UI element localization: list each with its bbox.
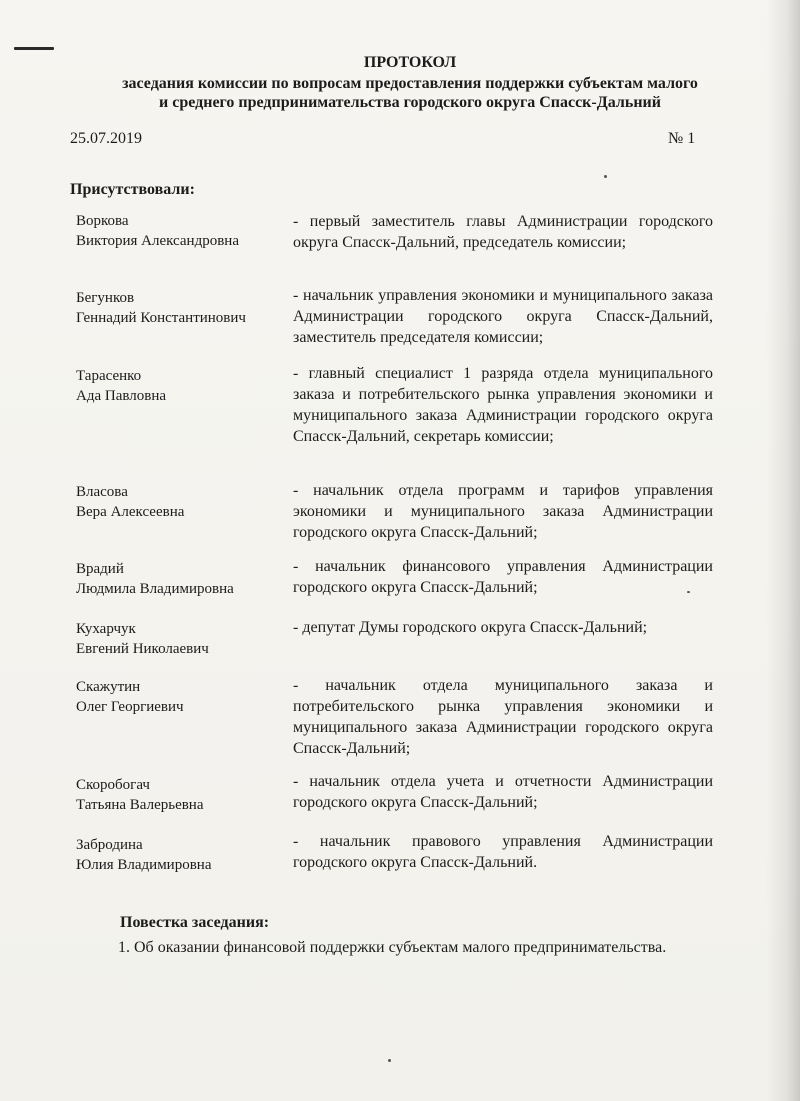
member-role: - депутат Думы городского округа Спасск-Дальний; <box>293 619 648 636</box>
member-name <box>76 559 286 599</box>
document-subtitle-line1: заседания комиссии по вопросам предоставления поддержки субъектам малого <box>122 75 698 92</box>
member-surname: Тарасенко <box>76 368 142 384</box>
agenda-heading: Повестка заседания: <box>120 914 270 931</box>
member-role: - начальник управления экономики и муниципального заказа Администрации городского округа Спасск-Дальний, заместитель председателя комиссии; <box>293 287 713 346</box>
member-surname: Воркова <box>76 213 129 229</box>
agenda-item: 1. Об оказании финансовой поддержки субъектам малого предпринимательства. <box>118 939 667 956</box>
protocol-number: № 1 <box>668 130 696 147</box>
member-given-names: Ада Павловна <box>76 388 166 404</box>
corner-mark <box>14 47 54 50</box>
member-role: - главный специалист 1 разряда отдела муниципального заказа и потребительского рынка управления экономики и муниципального заказа Администрации городского округа Спасск-Дальний, секретарь комиссии; <box>293 365 713 445</box>
member-given-names: Юлия Владимировна <box>76 857 212 873</box>
member-name <box>76 482 286 522</box>
member-name <box>76 677 286 717</box>
member-surname: Бегунков <box>76 290 135 306</box>
document-subtitle-line2: и среднего предпринимательства городского округа Спасск-Дальний <box>159 94 661 111</box>
member-role: - начальник отдела программ и тарифов управления экономики и муниципального заказа Администрации городского округа Спасск-Дальний; <box>293 482 713 541</box>
member-given-names: Олег Георгиевич <box>76 699 184 715</box>
present-heading: Присутствовали: <box>70 181 195 198</box>
member-name <box>76 619 286 659</box>
member-role: - первый заместитель главы Администрации городского округа Спасск-Дальний, председатель комиссии; <box>293 213 713 251</box>
member-name <box>76 366 286 406</box>
member-role: - начальник отдела учета и отчетности Администрации городского округа Спасск-Дальний; <box>293 773 713 811</box>
member-name <box>76 835 286 875</box>
member-surname: Забродина <box>76 837 143 853</box>
member-given-names: Татьяна Валерьевна <box>76 797 204 813</box>
scan-speck <box>687 591 690 593</box>
member-given-names: Геннадий Константинович <box>76 310 246 326</box>
member-role: - начальник отдела муниципального заказа и потребительского рынка управления экономики и муниципального заказа Администрации городского округа Спасск-Дальний; <box>293 677 713 757</box>
document-title: ПРОТОКОЛ <box>363 54 457 71</box>
scan-speck <box>388 1059 391 1062</box>
page-edge-shadow <box>766 0 800 1101</box>
member-name <box>76 211 286 251</box>
member-name <box>76 288 286 328</box>
protocol-date: 25.07.2019 <box>70 130 142 147</box>
member-surname: Власова <box>76 484 128 500</box>
member-name <box>76 775 286 815</box>
member-role: - начальник правового управления Администрации городского округа Спасск-Дальний. <box>293 833 713 871</box>
member-surname: Врадий <box>76 561 124 577</box>
member-given-names: Людмила Владимировна <box>76 581 234 597</box>
member-role: - начальник финансового управления Администрации городского округа Спасск-Дальний; <box>293 558 713 596</box>
member-given-names: Евгений Николаевич <box>76 641 209 657</box>
member-given-names: Виктория Александровна <box>76 233 239 249</box>
member-surname: Скажутин <box>76 679 141 695</box>
member-surname: Скоробогач <box>76 777 150 793</box>
scan-speck <box>604 175 607 178</box>
member-given-names: Вера Алексеевна <box>76 504 185 520</box>
member-surname: Кухарчук <box>76 621 136 637</box>
